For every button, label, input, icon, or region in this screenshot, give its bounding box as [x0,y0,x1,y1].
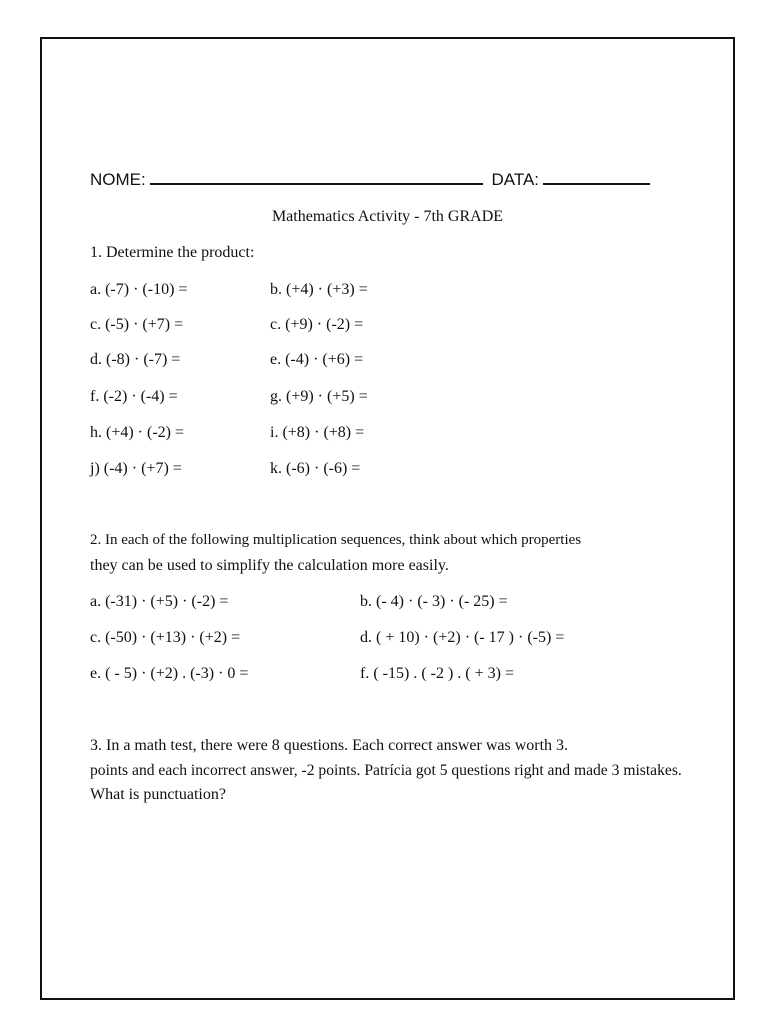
q1-item-a: a. (-7) · (-10) = [90,281,188,298]
q1-item-f: f. (-2) · (-4) = [90,388,178,405]
header-row [90,171,650,188]
name-blank-line[interactable] [150,182,483,185]
q2-prompt-line2: they can be used to simplify the calculation more easily. [90,557,449,574]
q1-item-e: e. (-4) · (+6) = [270,351,364,368]
q3-line1: 3. In a math test, there were 8 questions. Each correct answer was worth 3. [90,737,569,754]
q2-item-b: b. (- 4) · (- 3) · (- 25) = [360,593,508,610]
q1-item-g: g. (+9) · (+5) = [270,388,368,405]
q1-item-i: i. (+8) · (+8) = [270,424,365,441]
date-label: DATA: [491,170,540,189]
q3-line3: What is punctuation? [90,786,226,803]
q2-prompt-line1: 2. In each of the following multiplication sequences, think about which properties [90,532,582,548]
q1-item-d: d. (-8) · (-7) = [90,351,181,368]
q2-item-f: f. ( -15) . ( -2 ) . ( + 3) = [360,665,514,682]
q2-item-c: c. (-50) · (+13) · (+2) = [90,629,241,646]
q1-item-j: j) (-4) · (+7) = [90,460,182,477]
q1-prompt: 1. Determine the product: [90,244,255,261]
q1-item-k: k. (-6) · (-6) = [270,460,361,477]
q1-item-b: b. (+4) · (+3) = [270,281,368,298]
date-blank-line[interactable] [543,182,650,185]
q1-item-c1: c. (-5) · (+7) = [90,316,184,333]
name-label: NOME: [90,170,146,189]
q3-line2: points and each incorrect answer, -2 points. Patrícia got 5 questions right and made 3 mistakes. [90,762,682,779]
q2-item-e: e. ( - 5) · (+2) . (-3) · 0 = [90,665,249,682]
q2-item-d: d. ( + 10) · (+2) · (- 17 ) · (-5) = [360,629,565,646]
worksheet-title: Mathematics Activity - 7th GRADE [271,208,504,225]
q1-item-c2: c. (+9) · (-2) = [270,316,364,333]
q2-item-a: a. (-31) · (+5) · (-2) = [90,593,229,610]
q1-item-h: h. (+4) · (-2) = [90,424,185,441]
